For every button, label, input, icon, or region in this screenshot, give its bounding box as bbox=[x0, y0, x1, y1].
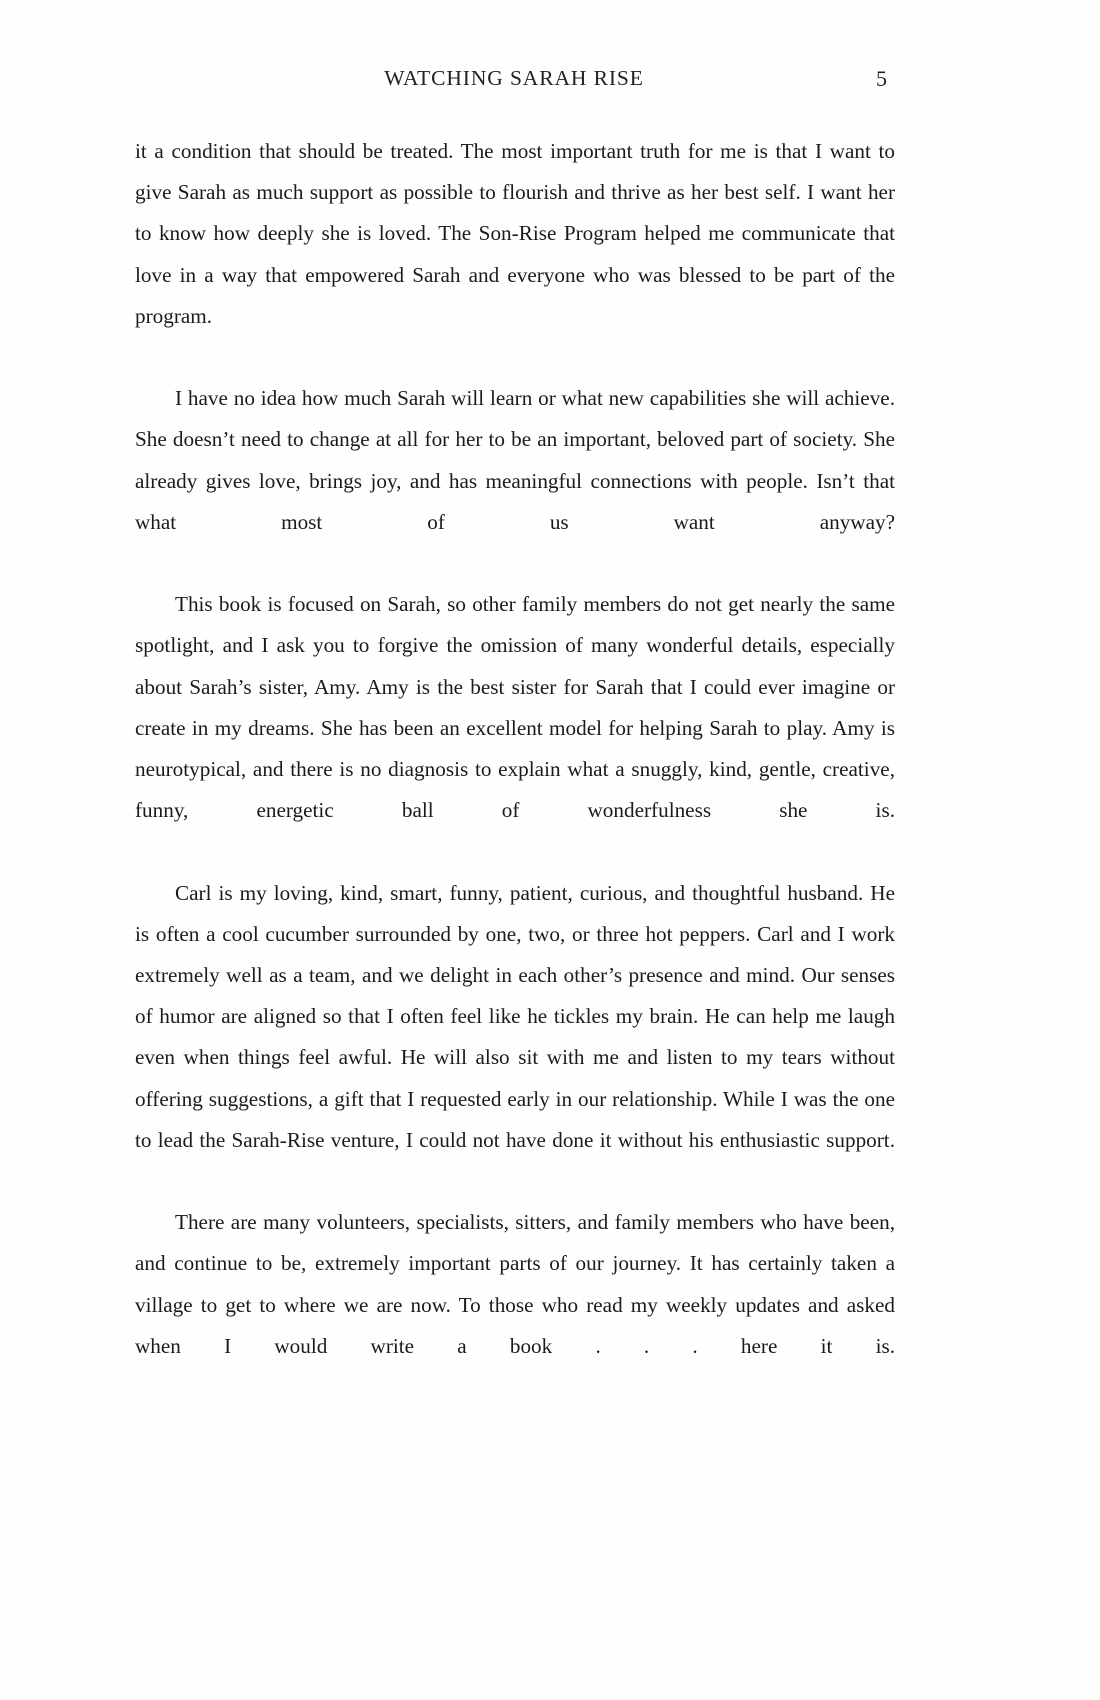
running-head bbox=[135, 66, 893, 100]
body-text-block bbox=[135, 131, 895, 1408]
running-head-title: WATCHING SARAH RISE bbox=[384, 66, 644, 90]
body-paragraph: Carl is my loving, kind, smart, funny, patient, curious, and thoughtful husband. He is often a cool cucumber surrounded by one, two, or three hot peppers. Carl and I work extremely well as a team, and we delight in each other’s presence and mind. Our senses of humor are aligned so that I often feel like he tickles my brain. He can help me laugh even when things feel awful. He will also sit with me and listen to my tears without offering suggestions, a gift that I requested early in our relationship. While I was the one to lead the Sarah-Rise venture, I could not have done it without his enthusiastic support. bbox=[135, 880, 895, 1152]
body-paragraph: This book is focused on Sarah, so other family members do not get nearly the same spotlight, and I ask you to forgive the omission of many wonderful details, especially about Sarah’s sister, Amy. Amy is the best sister for Sarah that I could ever imagine or create in my dreams. She has been an excellent model for helping Sarah to play. Amy is neurotypical, and there is no diagnosis to explain what a snuggly, kind, gentle, creative, funny, energetic ball of wonderfulness she is. bbox=[135, 592, 895, 823]
body-paragraph: There are many volunteers, specialists, sitters, and family members who have been, and continue to be, extremely important parts of our journey. It has certainly taken a village to get to where we are now. To those who read my weekly updates and asked when I would write a book . . . here it is. bbox=[135, 1210, 895, 1358]
body-paragraph: I have no idea how much Sarah will learn or what new capabilities she will achieve. She doesn’t need to change at all for her to be an important, beloved part of society. She already gives love, brings joy, and has meaningful connections with people. Isn’t that what most of us want anyway? bbox=[135, 386, 895, 534]
body-paragraph: it a condition that should be treated. The most important truth for me is that I want to give Sarah as much support as possible to flourish and thrive as her best self. I want her to know how deeply she is loved. The Son-Rise Program helped me communicate that love in a way that empowered Sarah and everyone who was blessed to be part of the program. bbox=[135, 139, 895, 328]
page-number: 5 bbox=[876, 66, 887, 91]
